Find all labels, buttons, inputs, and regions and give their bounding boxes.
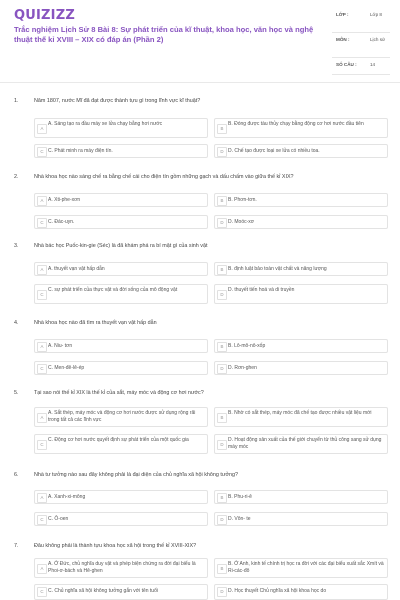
option-text: C. Phát minh ra máy điện tín. [48,148,113,154]
option-letter: B [217,493,227,503]
option-letter: D [217,290,227,300]
option-letter: A [37,342,47,352]
option-letter: A [37,413,47,423]
option-letter: B [217,196,227,206]
question-number: 6. [14,472,19,478]
meta-value: 14 [370,62,376,67]
option-d[interactable] [214,361,388,375]
option-c[interactable] [34,584,208,600]
question-number: 5. [14,390,19,396]
meta-key: LỚP : [336,12,349,17]
option-letter: B [217,342,227,352]
option-text: D. Học thuyết Chủ nghĩa xã hội khoa học do [228,588,327,594]
option-d[interactable] [214,215,388,229]
option-d[interactable] [214,512,388,526]
option-letter: B [217,124,227,134]
option-letter: B [217,564,227,574]
option-text: B. Ở Anh, kinh tế chính trị học ra đời với các đại biểu xuất sắc Xmít và Ri-các-đô [228,561,384,574]
option-text: A. Sắt thép, máy móc và động cơ hơi nước được sử dụng rộng rãi trong tất cả các lĩnh vực [48,410,196,423]
option-letter: D [217,364,227,374]
quiz-meta-table [332,8,390,75]
option-c[interactable] [34,361,208,375]
option-letter: B [217,413,227,423]
option-a[interactable] [34,558,208,578]
option-a[interactable] [34,407,208,427]
option-text: A. Niu- tơn [48,343,73,349]
option-letter: C [37,440,47,450]
option-d[interactable] [214,584,388,600]
option-text: C. sự phát triển của thực vật và đời sống của mô động vật [48,287,178,293]
option-text: C. Đác-uyn. [48,219,75,225]
option-b[interactable] [214,407,388,427]
quiz-header [0,0,400,82]
question-number: 3. [14,243,19,249]
option-text: B. Nhờ có sắt thép, máy móc đã chế tạo được nhiều vật liệu mới [228,410,372,416]
option-c[interactable] [34,434,208,454]
option-text: B. Lô-mô-nô-xốp [228,343,266,349]
option-c[interactable] [34,215,208,229]
option-text: A. Sáng tạo ra đầu máy xe lửa chạy bằng hơi nước [48,121,163,127]
option-letter: D [217,587,227,597]
option-b[interactable] [214,118,388,138]
option-a[interactable] [34,490,208,504]
option-letter: C [37,218,47,228]
meta-row-subject [332,33,390,58]
option-letter: C [37,290,47,300]
option-letter: B [217,265,227,275]
option-b[interactable] [214,558,388,578]
option-text: D. Rơn-ghen [228,365,257,371]
meta-row-count [332,58,390,75]
option-c[interactable] [34,512,208,526]
option-text: B. Phơn-tơn. [228,197,257,203]
option-letter: C [37,515,47,525]
option-text: D. thuyết tiến hoá và di truyền [228,287,295,293]
option-letter: A [37,196,47,206]
option-text: B. định luật bảo toàn vật chất và năng lượng [228,266,327,272]
option-text: B. Đóng được tàu thủy chạy bằng động cơ hơi nước đầu tiên [228,121,364,127]
question-number: 7. [14,543,19,549]
option-text: A. Xanh-xi-mông [48,494,86,500]
option-text: C. Ô-oen [48,516,69,522]
question-text: Nhà tư tưởng nào sau đây không phải là đại diện của chủ nghĩa xã hội không tưởng? [34,472,239,478]
option-text: B. Phu-ri-ê [228,494,252,500]
question-number: 2. [14,174,19,180]
option-letter: D [217,515,227,525]
quizizz-logo: QUIZIZZ [14,8,75,23]
question-text: Nhà khoa học nào sáng chế ra bằng chế cái cho điện tín gồm những gạch và dấu chấm vào giữa thế kỉ XIX? [34,174,294,180]
option-a[interactable] [34,339,208,353]
option-letter: A [37,265,47,275]
option-letter: D [217,147,227,157]
question-text: Đâu không phải là thành tựu khoa học xã hội trong thế kỉ XVIII-XIX? [34,543,197,549]
option-b[interactable] [214,193,388,207]
option-d[interactable] [214,144,388,158]
option-letter: D [217,440,227,450]
header-divider [0,82,400,83]
option-text: C. Động cơ hơi nước quyết định sự phát triển của một quốc gia [48,437,189,443]
option-letter: A [37,124,47,134]
option-text: C. Men-đê-lê-ép [48,365,85,371]
option-text: D. Hoạt động sản xuất của thế giới chuyển từ thủ công sang sử dụng máy móc [228,437,382,450]
option-c[interactable] [34,284,208,304]
quiz-title: Trắc nghiệm Lịch Sử 8 Bài 8: Sự phát triển của kĩ thuật, khoa học, văn học và nghệ thuật thế kỉ XVIII – XIX có đáp án (Phần 2) [14,25,314,44]
option-text: A. thuyết vạn vật hấp dẫn [48,266,105,272]
option-text: A. Xti-phe-xơn [48,197,81,203]
option-d[interactable] [214,284,388,304]
question-number: 1. [14,98,19,104]
option-d[interactable] [214,434,388,454]
option-letter: C [37,364,47,374]
meta-key: SỐ CÂU : [336,62,357,67]
meta-value: Lớp 8 [370,12,382,17]
question-text: Năm 1807, nước Mĩ đã đạt được thành tựu gì trong lĩnh vực kĩ thuật? [34,98,201,104]
meta-row-class [332,8,390,33]
question-text: Nhà khoa học nào đã tìm ra thuyết vạn vật hấp dẫn [34,320,157,326]
option-text: D. Chế tạo được loại xe lửa có nhiều toa. [228,148,320,154]
option-letter: D [217,218,227,228]
option-letter: A [37,493,47,503]
option-letter: C [37,587,47,597]
meta-value: Lịch sử [370,37,386,42]
option-text: D. Vôn- te [228,516,251,522]
option-b[interactable] [214,262,388,276]
option-text: A. Ở Đức, chủ nghĩa duy vật và phép biện chứng ra đời đại biểu là Phoi-ơ-bách và Hê-ghen [48,561,196,574]
option-a[interactable] [34,262,208,276]
question-text: Nhà bác học Puốc-kin-gie (Séc) là đã khám phá ra bí mật gì của sinh vật [34,243,208,249]
option-a[interactable] [34,193,208,207]
meta-key: MÔN : [336,37,350,42]
question-number: 4. [14,320,19,326]
option-letter: C [37,147,47,157]
option-b[interactable] [214,339,388,353]
option-letter: A [37,564,47,574]
option-a[interactable] [34,118,208,138]
option-text: D. Moóc-xơ [228,219,255,225]
question-text: Tại sao nói thế kỉ XIX là thế kỉ của sắt, máy móc và động cơ hơi nước? [34,390,204,396]
option-text: C. Chủ nghĩa xã hội không tưởng gắn với tên tuổi [48,588,158,594]
option-c[interactable] [34,144,208,158]
option-b[interactable] [214,490,388,504]
